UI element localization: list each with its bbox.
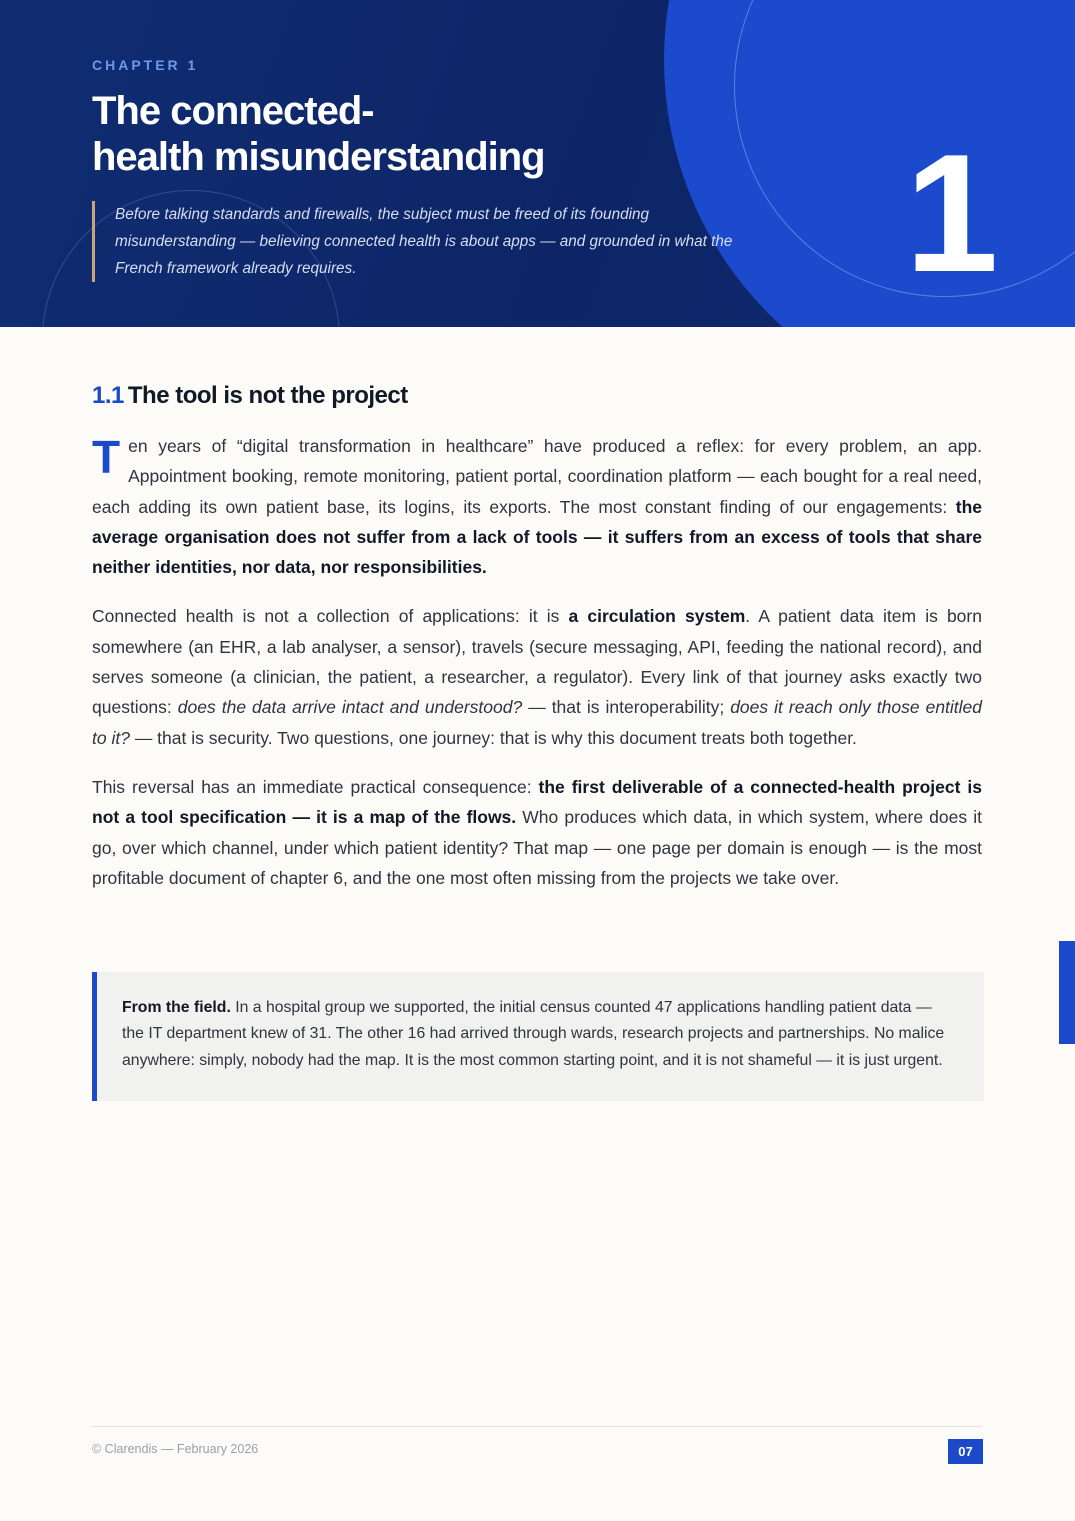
- chapter-hero: [0, 0, 1075, 327]
- paragraph-3-emphasis: the first deliverable of a connected-health project is not a tool specification — it is a map of the flows.: [92, 776, 982, 828]
- paragraph-2-italic: does it reach only those entitled to it?: [92, 697, 983, 748]
- section-title: The tool is not the project: [127, 382, 408, 409]
- page-number-badge: 07: [948, 1439, 983, 1464]
- paragraph-3: [92, 772, 982, 893]
- footer-divider: [92, 1426, 982, 1427]
- chapter-number: 1: [905, 119, 999, 307]
- callout-text: [122, 995, 950, 1074]
- paragraph-3-text: Who produces which data, in which system, where does it go, over which channel, under which patient identity? That map — one page per domain is enough — is the most profitable document of chapter 6, and the one most often missing from the projects we take over.: [92, 807, 982, 888]
- paragraph-2-text: Connected health is not a collection of applications: it is: [92, 606, 569, 627]
- paragraph-2-text: . A patient data item is born somewhere (an EHR, a lab analyser, a sensor), travels (secure messaging, API, feeding the national record), and serves someone (a clinician, the patient, a researcher, a regulator). Every link of that journey asks exactly two questions:: [92, 606, 982, 718]
- paragraph-2: [92, 601, 982, 752]
- paragraph-2-text: — that is interoperability;: [522, 697, 731, 718]
- chapter-title: [92, 88, 652, 180]
- paragraph-1: [92, 431, 982, 582]
- callout-body: In a hospital group we supported, the initial census counted 47 applications handling patient data — the IT department knew of 31. The other 16 had arrived through wards, research projects and partnerships. No malice anywhere: simply, nobody had the map. It is the most common starting point, and it is not shameful — it is just urgent.: [122, 999, 945, 1069]
- paragraph-2-emphasis: a circulation system: [568, 606, 746, 627]
- paragraph-1-text: en years of “digital transformation in healthcare” have produced a reflex: for every problem, an app. Appointment booking, remote monitoring, patient portal, coordination platform — each bought for a real need, each adding its own patient base, its logins, its exports. The most constant finding of our engagements:: [92, 436, 982, 517]
- field-note-callout: [92, 972, 984, 1101]
- chapter-label: CHAPTER 1: [92, 57, 199, 73]
- section-number: 1.1: [92, 382, 124, 409]
- paragraph-3-text: This reversal has an immediate practical consequence:: [92, 776, 539, 797]
- paragraph-2-text: — that is security. Two questions, one journey: that is why this document treats both together.: [129, 727, 857, 748]
- paragraph-1-emphasis: the average organisation does not suffer from a lack of tools — it suffers from an excess of tools that share neither identities, nor data, nor responsibilities.: [92, 496, 982, 578]
- footer-copyright: © Clarendis — February 2026: [92, 1442, 259, 1456]
- chapter-title-line-2: health misunderstanding: [92, 135, 545, 179]
- page-edge-tab: [1059, 941, 1075, 1044]
- drop-cap: T: [92, 431, 121, 483]
- chapter-title-line-1: The connected-: [92, 89, 374, 133]
- callout-label: From the field.: [122, 999, 231, 1016]
- body-text: [92, 431, 982, 912]
- section-heading: [92, 382, 408, 410]
- chapter-lede: [92, 201, 745, 282]
- paragraph-2-italic: does the data arrive intact and understood?: [177, 697, 523, 718]
- chapter-lede-text: Before talking standards and firewalls, the subject must be freed of its founding misunderstanding — believing connected health is about apps — and grounded in what the French framework already requires.: [115, 206, 733, 277]
